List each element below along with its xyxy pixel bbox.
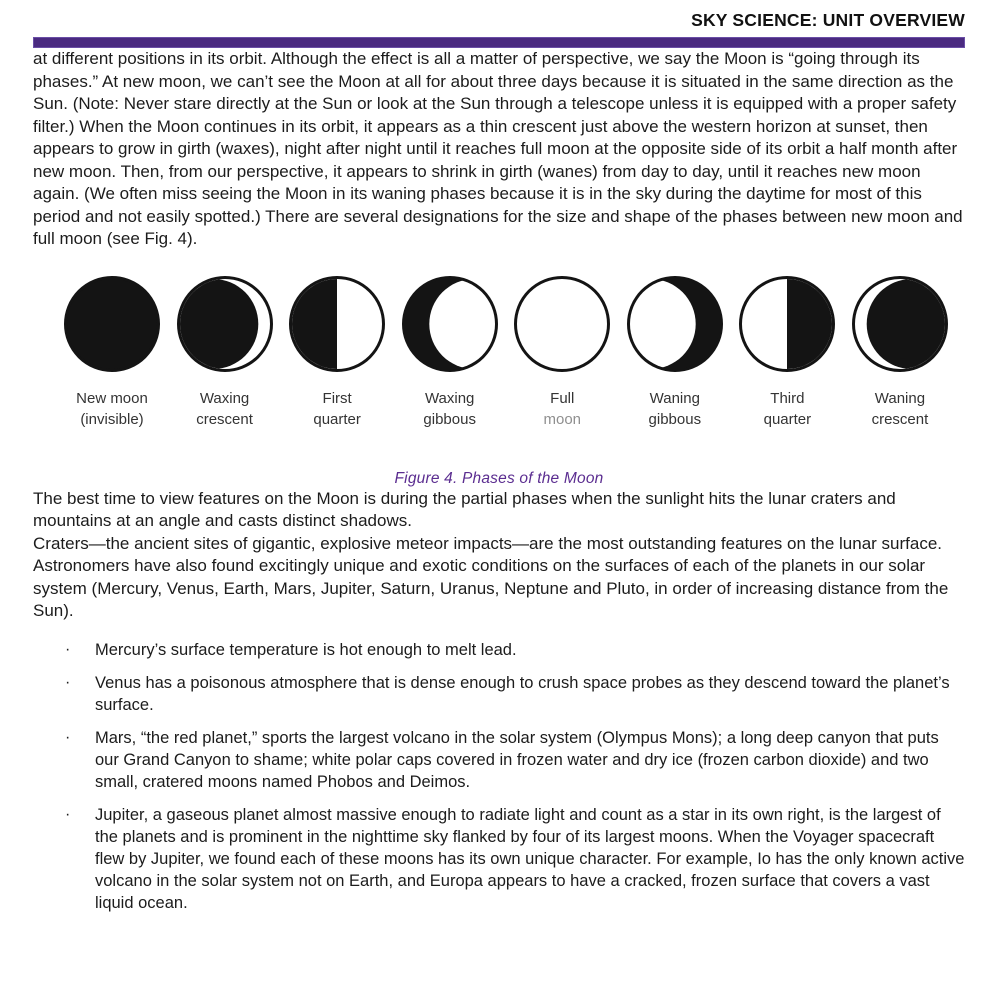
phase-label-full-moon: Full moon [543, 389, 582, 428]
phase-label-waning-gibbous: Waning gibbous [648, 389, 702, 428]
figure-moon-phases [33, 276, 965, 488]
list-item-jupiter: · Jupiter, a gaseous planet almost massive enough to radiate light and count as a star in its own right, is the largest of the planets and is prominent in the nighttime sky flanked by four of its largest moons. When the Voyager spacecraft flew by Jupiter, we found each of these moons has its own unique character. For example, Io has the only known active volcano in the solar system not on Earth, and Europa appears to have a cracked, frozen surface that covers a vast liquid ocean. [33, 804, 965, 914]
first-quarter-icon [289, 276, 385, 372]
third-quarter-icon [739, 276, 835, 372]
phase-label-new-moon: New moon (invisible) [76, 389, 148, 428]
planet-facts-list [33, 639, 965, 914]
new-moon-icon [64, 276, 160, 372]
list-item-venus: · Venus has a poisonous atmosphere that is dense enough to crush space probes as they descend toward the planet’s surface. [33, 672, 965, 716]
waxing-crescent-icon [177, 276, 273, 372]
paragraph-best-time: The best time to view features on the Moon is during the partial phases when the sunlight hits the lunar craters and mountains at an angle and casts distinct shadows. [33, 488, 896, 530]
phase-label-waning-crescent: Waning crescent [871, 389, 929, 428]
waning-gibbous-icon [627, 276, 723, 372]
bullet-icon: · [65, 728, 71, 746]
bullet-icon: · [65, 673, 71, 691]
figure-caption: Figure 4. Phases of the Moon [394, 469, 604, 487]
phase-waning-crescent [845, 276, 955, 430]
waning-crescent-icon [852, 276, 948, 372]
phase-first-quarter [282, 276, 392, 430]
full-moon-icon [514, 276, 610, 372]
phase-waning-gibbous [620, 276, 730, 430]
page-title: SKY SCIENCE: UNIT OVERVIEW [691, 10, 965, 30]
waxing-gibbous-icon [402, 276, 498, 372]
moon-phase-row [33, 276, 965, 430]
phase-waxing-crescent [170, 276, 280, 430]
phase-new-moon [57, 276, 167, 430]
phase-full-moon [507, 276, 617, 430]
phase-label-waxing-crescent: Waxing crescent [196, 389, 253, 428]
list-item-mercury: · Mercury’s surface temperature is hot enough to melt lead. [33, 639, 965, 661]
bullet-icon: · [65, 640, 71, 658]
paragraph-moon-phases: at different positions in its orbit. Although the effect is all a matter of perspective, we say the Moon is “going through its phases.” At new moon, we can’t see the Moon at all for about three days because it is situated in the same direction as the Sun. (Note: Never stare directly at the Sun or look at the Sun through a telescope unless it is equipped with a proper safety filter.) When the Moon continues in its orbit, it appears as a thin crescent just above the western horizon at sunset, then appears to grow in girth (waxes), night after night until it reaches full moon at the opposite side of its orbit a half month after new moon. Then, from our perspective, it appears to shrink in girth (wanes) from day to day, until it reaches new moon again. (We often miss seeing the Moon in its waning phases because it is in the sky during the daytime for most of this period and not easily spotted.) There are several designations for the size and shape of the phases between new moon and full moon (see Fig. 4). [33, 49, 963, 248]
list-item-mars: · Mars, “the red planet,” sports the largest volcano in the solar system (Olympus Mons); a long deep canyon that puts our Grand Canyon to shame; white polar caps covered in frozen water and dry ice (frozen carbon dioxide) and two small, cratered moons named Phobos and Deimos. [33, 727, 965, 793]
phase-label-waxing-gibbous: Waxing gibbous [423, 389, 476, 428]
phase-label-first-quarter: First quarter [313, 389, 361, 428]
phase-third-quarter [732, 276, 842, 430]
phase-waxing-gibbous [395, 276, 505, 430]
phase-label-third-quarter: Third quarter [763, 389, 812, 428]
bullet-icon: · [65, 805, 71, 823]
header-rule [33, 37, 965, 48]
paragraph-craters: Craters—the ancient sites of gigantic, explosive meteor impacts—are the most outstanding features on the lunar surface. Astronomers have also found excitingly unique and exotic conditions on the surfaces of each of the planets in our solar system (Mercury, Venus, Earth, Mars, Jupiter, Saturn, Uranus, Neptune and Pluto, in order of increasing distance from the Sun). [33, 533, 949, 620]
